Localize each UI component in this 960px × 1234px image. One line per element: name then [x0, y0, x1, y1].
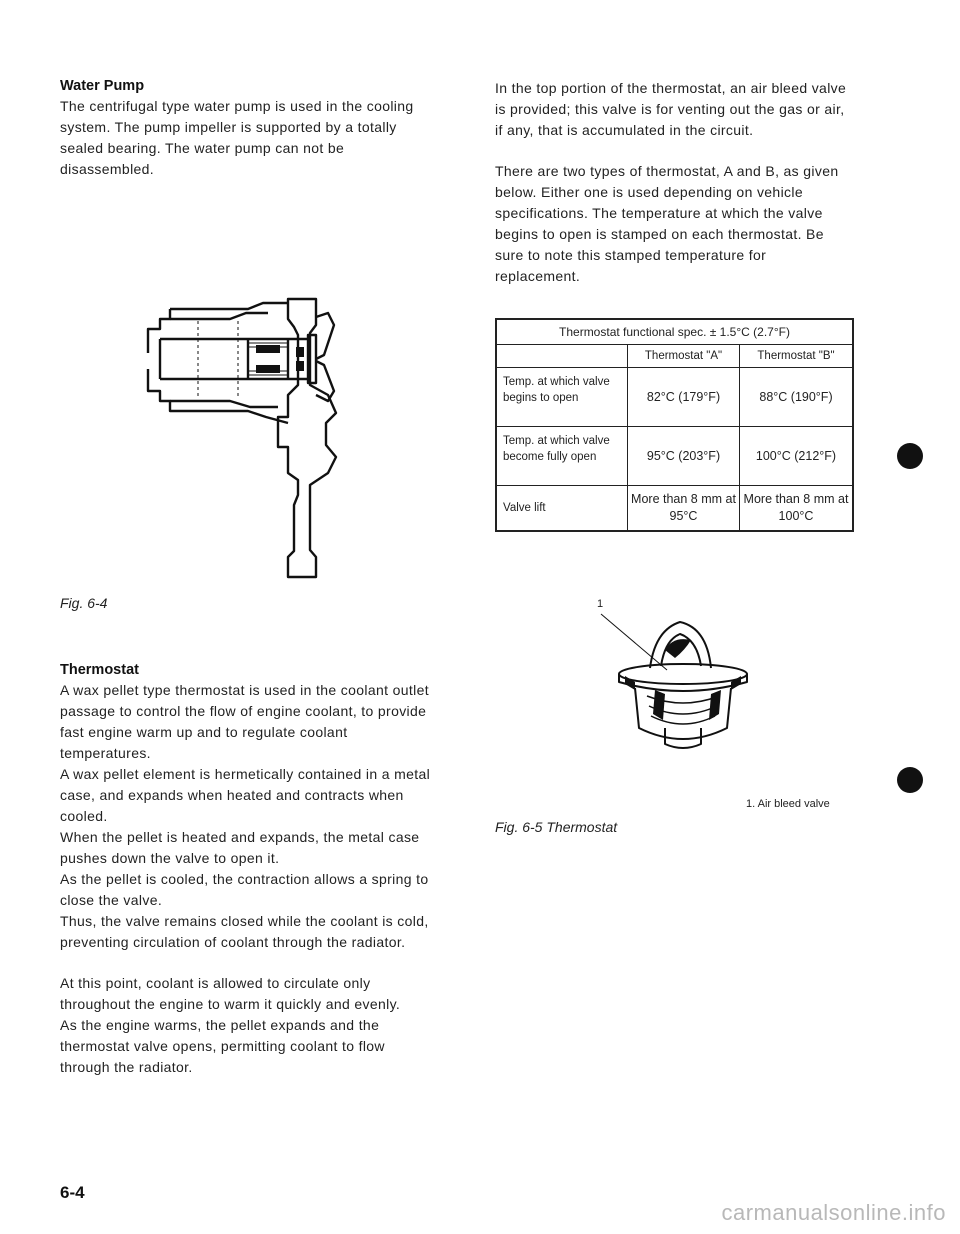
row-label: Valve lift [503, 502, 546, 514]
thermostat-heading: Thermostat [60, 662, 139, 678]
column-header-b: Thermostat "B" [739, 345, 852, 367]
row-value-b: More than 8 mm at 100°C [739, 486, 852, 530]
row-value-a: More than 8 mm at 95°C [627, 486, 739, 530]
thermostat-paragraph: When the pellet is heated and expands, the metal case pushes down the valve to open it. [60, 829, 420, 866]
thermostat-paragraph: As the pellet is cooled, the contraction allows a spring to close the valve. [60, 871, 429, 908]
row-value-b: 100°C (212°F) [739, 427, 852, 485]
table-row [497, 426, 852, 485]
table-row [497, 485, 852, 530]
page-number: 6-4 [60, 1183, 85, 1202]
thermostat-paragraph: Thus, the valve remains closed while the coolant is cold, preventing circulation of coolant through the radiator. [60, 913, 429, 950]
table-row [497, 367, 852, 426]
water-pump-heading: Water Pump [60, 78, 145, 94]
thermostat-paragraph: At this point, coolant is allowed to circulate only throughout the engine to warm it quickly and evenly. [60, 975, 401, 1012]
thermostat-section [60, 662, 432, 1078]
air-bleed-paragraph: In the top portion of the thermostat, an air bleed valve is provided; this valve is for venting out the gas or air, if any, that is accumulated in the circuit. [495, 80, 847, 138]
thermostat-paragraph: As the engine warms, the pellet expands and the thermostat valve opens, permitting coolant to flow through the radiator. [60, 1017, 385, 1075]
watermark-text: carmanualsonline.info [721, 1200, 946, 1225]
row-value-a: 82°C (179°F) [627, 368, 739, 426]
callout-number: 1 [597, 598, 604, 610]
row-value-a: 95°C (203°F) [627, 427, 739, 485]
thermostat-diagram [595, 610, 765, 755]
thermostat-paragraph: A wax pellet type thermostat is used in the coolant outlet passage to control the flow of engine coolant, to provide fast engine warm up and to regulate coolant temperatures. [60, 682, 429, 761]
table-title: Thermostat functional spec. ± 1.5°C (2.7°F) [559, 325, 790, 339]
fig-6-5-caption: Fig. 6-5 Thermostat [495, 819, 618, 835]
binder-hole [897, 767, 923, 793]
row-value-b: 88°C (190°F) [739, 368, 852, 426]
water-pump-diagram [138, 295, 348, 580]
thermostat-types-paragraph: There are two types of thermostat, A and B, as given below. Either one is used depending on vehicle specifications. The temperature at which the valve begins to open is stamped on each thermostat. Be sure to note this stamped temperature for replacement. [495, 163, 839, 284]
row-label: Temp. at which valve begins to open [503, 376, 610, 404]
air-bleed-legend: 1. Air bleed valve [746, 798, 830, 810]
thermostat-spec-table [495, 318, 854, 532]
thermostat-paragraph: A wax pellet element is hermetically contained in a metal case, and expands when heated and contracts when cooled. [60, 766, 431, 824]
table-header-row [497, 344, 852, 367]
row-label: Temp. at which valve become fully open [503, 435, 610, 463]
right-text-section [495, 78, 853, 287]
binder-hole [897, 443, 923, 469]
column-header-a: Thermostat "A" [627, 345, 739, 367]
water-pump-body: The centrifugal type water pump is used in the cooling system. The pump impeller is supported by a totally sealed bearing. The water pump can not be disassembled. [60, 98, 414, 177]
water-pump-section [60, 78, 432, 180]
fig-6-4-caption: Fig. 6-4 [60, 595, 108, 611]
